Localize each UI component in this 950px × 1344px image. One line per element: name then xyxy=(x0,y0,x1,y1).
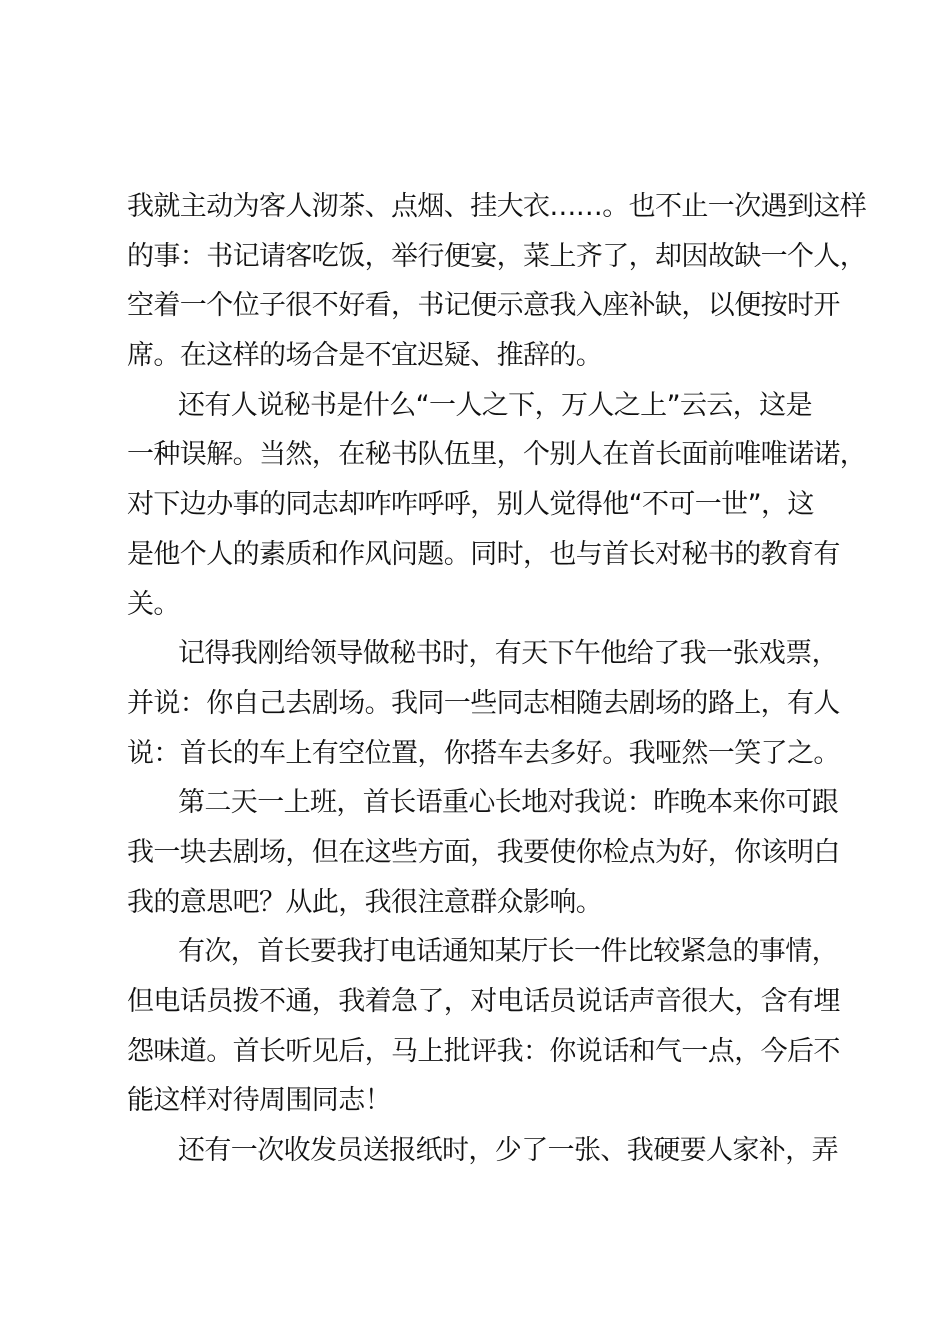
paragraph-first-line: 还有人说秘书是什么“一人之下，万人之上”云云，这是 xyxy=(178,389,812,421)
text-line: 关。 xyxy=(127,588,180,620)
text-line: 我就主动为客人沏茶、点烟、挂大衣……。也不止一次遇到这样 xyxy=(127,191,867,222)
paragraph-first-line: 第二天一上班，首长语重心长地对我说：昨晚本来你可跟 xyxy=(178,787,838,819)
text-line: 但电话员拨不通，我着急了，对电话员说话声音很大，含有埋 xyxy=(127,986,840,1017)
text-line: 我的意思吧？从此，我很注意群众影响。 xyxy=(127,886,603,918)
text-line: 席。在这样的场合是不宜迟疑、推辞的。 xyxy=(127,340,603,372)
text-line: 怨味道。首长听见后，马上批评我：你说话和气一点，今后不 xyxy=(127,1035,840,1067)
text-line: 并说：你自己去剧场。我同一些同志相随去剧场的路上，有人 xyxy=(127,687,840,719)
paragraph-first-line: 有次，首长要我打电话通知某厅长一件比较紧急的事情， xyxy=(178,936,838,968)
text-line: 的事：书记请客吃饭，举行便宴，菜上齐了，却因故缺一个人， xyxy=(127,240,867,272)
text-line: 对下边办事的同志却咋咋呼呼，别人觉得他“不可一世”，这 xyxy=(127,489,814,521)
paragraph-first-line: 记得我刚给领导做秘书时，有天下午他给了我一张戏票， xyxy=(178,638,838,670)
text-line: 是他个人的素质和作风问题。同时，也与首长对秘书的教育有 xyxy=(127,538,840,570)
text-line: 空着一个位子很不好看，书记便示意我入座补缺，以便按时开 xyxy=(127,290,840,322)
text-line: 一种误解。当然，在秘书队伍里，个别人在首长面前唯唯诺诺， xyxy=(127,439,867,471)
body-text xyxy=(127,182,867,1176)
text-line: 我一块去剧场，但在这些方面，我要使你检点为好，你该明白 xyxy=(127,836,840,868)
paragraph-first-line: 还有一次收发员送报纸时，少了一张、我硬要人家补，弄 xyxy=(178,1135,838,1167)
text-line: 能这样对待周围同志！ xyxy=(127,1085,391,1117)
text-line: 说：首长的车上有空位置，你搭车去多好。我哑然一笑了之。 xyxy=(127,737,840,769)
